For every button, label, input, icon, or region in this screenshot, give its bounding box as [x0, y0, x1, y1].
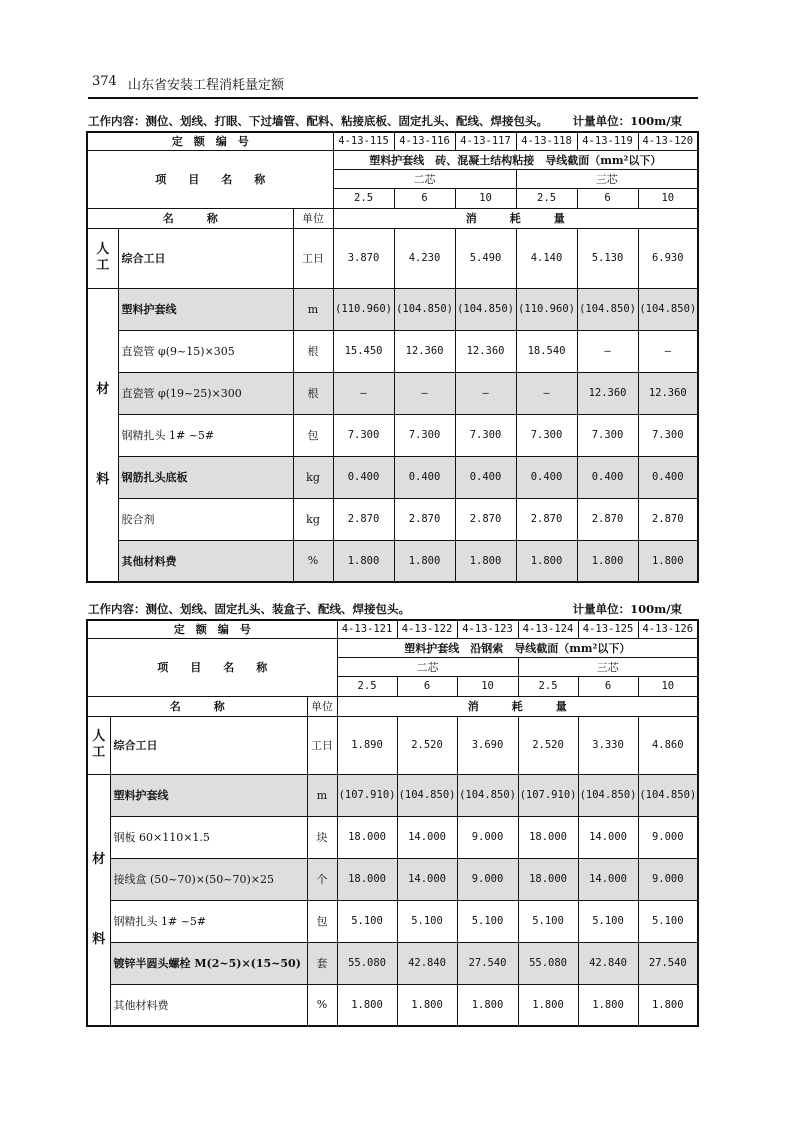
value-cell: 7.300 — [455, 414, 516, 456]
labor-label: 人工 — [96, 242, 110, 273]
code-cell: 4-13-123 — [457, 620, 518, 638]
row-unit: m — [293, 288, 333, 330]
value-cell: 5.100 — [578, 900, 638, 942]
row-name: 直瓷管 φ(9~15)×305 — [118, 330, 293, 372]
row-name: 直瓷管 φ(19~25)×300 — [118, 372, 293, 414]
measure-unit-2: 计量单位：100m/束 — [572, 602, 682, 616]
value-cell: 55.080 — [518, 942, 578, 984]
value-cell: 42.840 — [578, 942, 638, 984]
item-name-label: 项 目 名 称 — [87, 150, 333, 208]
row-name: 塑料护套线 — [118, 288, 293, 330]
value-cell: 0.400 — [577, 456, 638, 498]
value-cell: 5.100 — [397, 900, 457, 942]
value-cell: 14.000 — [578, 858, 638, 900]
material-label: 材料 — [96, 381, 110, 487]
value-cell: 18.000 — [518, 858, 578, 900]
code-cell: 4-13-121 — [337, 620, 397, 638]
code-cell: 4-13-118 — [516, 132, 577, 150]
value-cell: 1.800 — [337, 984, 397, 1026]
row-name: 胶合剂 — [118, 498, 293, 540]
value-cell: 5.100 — [337, 900, 397, 942]
code-cell: 4-13-117 — [455, 132, 516, 150]
row-name: 钢板 60×110×1.5 — [110, 816, 307, 858]
value-cell: 9.000 — [638, 858, 698, 900]
book-title: 山东省安装工程消耗量定额 — [128, 78, 285, 93]
value-cell: — — [638, 330, 698, 372]
value-cell: 12.360 — [577, 372, 638, 414]
code-cell: 4-13-122 — [397, 620, 457, 638]
code-cell: 4-13-124 — [518, 620, 578, 638]
value-cell: 1.800 — [397, 984, 457, 1026]
value-cell: 27.540 — [457, 942, 518, 984]
section-cell: 10 — [457, 676, 518, 696]
value-cell: 15.450 — [333, 330, 394, 372]
section-cell: 10 — [638, 676, 698, 696]
code-cell: 4-13-119 — [577, 132, 638, 150]
value-cell: 1.800 — [578, 984, 638, 1026]
value-cell: (104.850) — [638, 288, 698, 330]
value-cell: (104.850) — [394, 288, 455, 330]
value-cell: 18.000 — [518, 816, 578, 858]
value-cell: 5.100 — [518, 900, 578, 942]
value-cell: 1.800 — [518, 984, 578, 1026]
value-cell: 2.870 — [333, 498, 394, 540]
value-cell: 7.300 — [333, 414, 394, 456]
value-cell: (104.850) — [397, 774, 457, 816]
code-cell: 4-13-115 — [333, 132, 394, 150]
value-cell: 0.400 — [638, 456, 698, 498]
row-name: 其他材料费 — [110, 984, 307, 1026]
row-unit: 工日 — [293, 228, 333, 288]
code-cell: 4-13-120 — [638, 132, 698, 150]
value-cell: 5.100 — [457, 900, 518, 942]
value-cell: 18.000 — [337, 816, 397, 858]
code-cell: 4-13-126 — [638, 620, 698, 638]
value-cell: 14.000 — [397, 858, 457, 900]
value-cell: 1.800 — [516, 540, 577, 582]
value-cell: 5.100 — [638, 900, 698, 942]
col-consumption-header: 消 耗 量 — [333, 208, 698, 228]
section-cell: 2.5 — [516, 188, 577, 208]
material-category — [87, 288, 118, 582]
row-unit: 根 — [293, 372, 333, 414]
value-cell: 1.800 — [455, 540, 516, 582]
row-unit: 工日 — [307, 716, 337, 774]
value-cell: 9.000 — [457, 858, 518, 900]
material-category — [87, 774, 110, 1026]
row-name: 钢精扎头 1# ~5# — [110, 900, 307, 942]
section-cell: 2.5 — [337, 676, 397, 696]
row-name: 其他材料费 — [118, 540, 293, 582]
value-cell: — — [455, 372, 516, 414]
value-cell: 1.800 — [394, 540, 455, 582]
value-cell: 7.300 — [638, 414, 698, 456]
value-cell: 12.360 — [455, 330, 516, 372]
row-name: 钢筋扎头底板 — [118, 456, 293, 498]
section-cell: 6 — [577, 188, 638, 208]
value-cell: 1.800 — [577, 540, 638, 582]
code-cell: 4-13-125 — [578, 620, 638, 638]
row-unit: 个 — [307, 858, 337, 900]
row-name: 接线盒 (50~70)×(50~70)×25 — [110, 858, 307, 900]
value-cell: 2.870 — [638, 498, 698, 540]
page-header — [88, 73, 698, 99]
value-cell: (104.850) — [457, 774, 518, 816]
group-two-core: 二芯 — [337, 657, 518, 676]
row-name: 综合工日 — [118, 228, 293, 288]
row-unit: % — [293, 540, 333, 582]
col-name-header: 名 称 — [87, 208, 293, 228]
value-cell: — — [577, 330, 638, 372]
row-name: 综合工日 — [110, 716, 307, 774]
col-name-header: 名 称 — [87, 696, 307, 716]
value-cell: 2.870 — [394, 498, 455, 540]
section-cell: 6 — [397, 676, 457, 696]
value-cell: 3.870 — [333, 228, 394, 288]
value-cell: — — [333, 372, 394, 414]
row-unit: 块 — [307, 816, 337, 858]
row-unit: % — [307, 984, 337, 1026]
material-label: 材料 — [92, 851, 106, 947]
section-cell: 10 — [638, 188, 698, 208]
row-unit: m — [307, 774, 337, 816]
row-unit: 包 — [307, 900, 337, 942]
value-cell: 2.870 — [577, 498, 638, 540]
value-cell: 3.690 — [457, 716, 518, 774]
quota-table-1 — [86, 131, 699, 583]
group-two-core: 二芯 — [333, 169, 516, 188]
value-cell: 18.540 — [516, 330, 577, 372]
section-cell: 6 — [394, 188, 455, 208]
col-unit-header: 单位 — [293, 208, 333, 228]
row-unit: 包 — [293, 414, 333, 456]
value-cell: (107.910) — [337, 774, 397, 816]
value-cell: 9.000 — [457, 816, 518, 858]
value-cell: (107.910) — [518, 774, 578, 816]
value-cell: (104.850) — [455, 288, 516, 330]
value-cell: 1.800 — [457, 984, 518, 1026]
work-content-1: 工作内容：测位、划线、打眼、下过墙管、配料、粘接底板、固定扎头、配线、焊接包头。 — [88, 114, 548, 128]
value-cell: 2.520 — [518, 716, 578, 774]
section-cell: 2.5 — [518, 676, 578, 696]
col-consumption-header: 消 耗 量 — [337, 696, 698, 716]
section-cell: 10 — [455, 188, 516, 208]
value-cell: 14.000 — [578, 816, 638, 858]
row-unit: kg — [293, 498, 333, 540]
value-cell: 7.300 — [394, 414, 455, 456]
value-cell: 12.360 — [394, 330, 455, 372]
value-cell: 1.800 — [333, 540, 394, 582]
code-label: 定 额 编 号 — [87, 620, 337, 638]
row-unit: 根 — [293, 330, 333, 372]
row-name: 钢精扎头 1# ~5# — [118, 414, 293, 456]
value-cell: 6.930 — [638, 228, 698, 288]
row-name: 镀锌半圆头螺栓 M(2~5)×(15~50) — [110, 942, 307, 984]
value-cell: 4.230 — [394, 228, 455, 288]
value-cell: 1.890 — [337, 716, 397, 774]
value-cell: 0.400 — [333, 456, 394, 498]
value-cell: (104.850) — [578, 774, 638, 816]
section-cell: 2.5 — [333, 188, 394, 208]
value-cell: 18.000 — [337, 858, 397, 900]
value-cell: 3.330 — [578, 716, 638, 774]
group-three-core: 三芯 — [516, 169, 698, 188]
value-cell: 5.130 — [577, 228, 638, 288]
value-cell: 1.800 — [638, 984, 698, 1026]
value-cell: 2.520 — [397, 716, 457, 774]
value-cell: 1.800 — [638, 540, 698, 582]
value-cell: 7.300 — [516, 414, 577, 456]
group-three-core: 三芯 — [518, 657, 698, 676]
value-cell: — — [516, 372, 577, 414]
value-cell: (104.850) — [638, 774, 698, 816]
section-cell: 6 — [578, 676, 638, 696]
project-title: 塑料护套线 砖、混凝土结构粘接 导线截面（mm²以下） — [333, 150, 698, 169]
item-name-label: 项 目 名 称 — [87, 638, 337, 696]
value-cell: 9.000 — [638, 816, 698, 858]
row-name: 塑料护套线 — [110, 774, 307, 816]
value-cell: 2.870 — [455, 498, 516, 540]
page-number: 374 — [92, 74, 117, 89]
code-cell: 4-13-116 — [394, 132, 455, 150]
value-cell: 0.400 — [455, 456, 516, 498]
value-cell: 55.080 — [337, 942, 397, 984]
quota-table-2 — [86, 619, 699, 1027]
value-cell: 12.360 — [638, 372, 698, 414]
work-content-2: 工作内容：测位、划线、固定扎头、装盒子、配线、焊接包头。 — [88, 602, 410, 616]
value-cell: (104.850) — [577, 288, 638, 330]
measure-unit-1: 计量单位：100m/束 — [572, 114, 682, 128]
code-label: 定 额 编 号 — [87, 132, 333, 150]
value-cell: 4.140 — [516, 228, 577, 288]
value-cell: 0.400 — [394, 456, 455, 498]
value-cell: 0.400 — [516, 456, 577, 498]
value-cell: 4.860 — [638, 716, 698, 774]
value-cell: 7.300 — [577, 414, 638, 456]
value-cell: 2.870 — [516, 498, 577, 540]
value-cell: 27.540 — [638, 942, 698, 984]
labor-category — [87, 228, 118, 288]
project-title: 塑料护套线 沿钢索 导线截面（mm²以下） — [337, 638, 698, 657]
row-unit: kg — [293, 456, 333, 498]
labor-category — [87, 716, 110, 774]
value-cell: (110.960) — [333, 288, 394, 330]
value-cell: 42.840 — [397, 942, 457, 984]
value-cell: — — [394, 372, 455, 414]
col-unit-header: 单位 — [307, 696, 337, 716]
labor-label: 人工 — [92, 729, 106, 760]
value-cell: (110.960) — [516, 288, 577, 330]
value-cell: 5.490 — [455, 228, 516, 288]
row-unit: 套 — [307, 942, 337, 984]
value-cell: 14.000 — [397, 816, 457, 858]
